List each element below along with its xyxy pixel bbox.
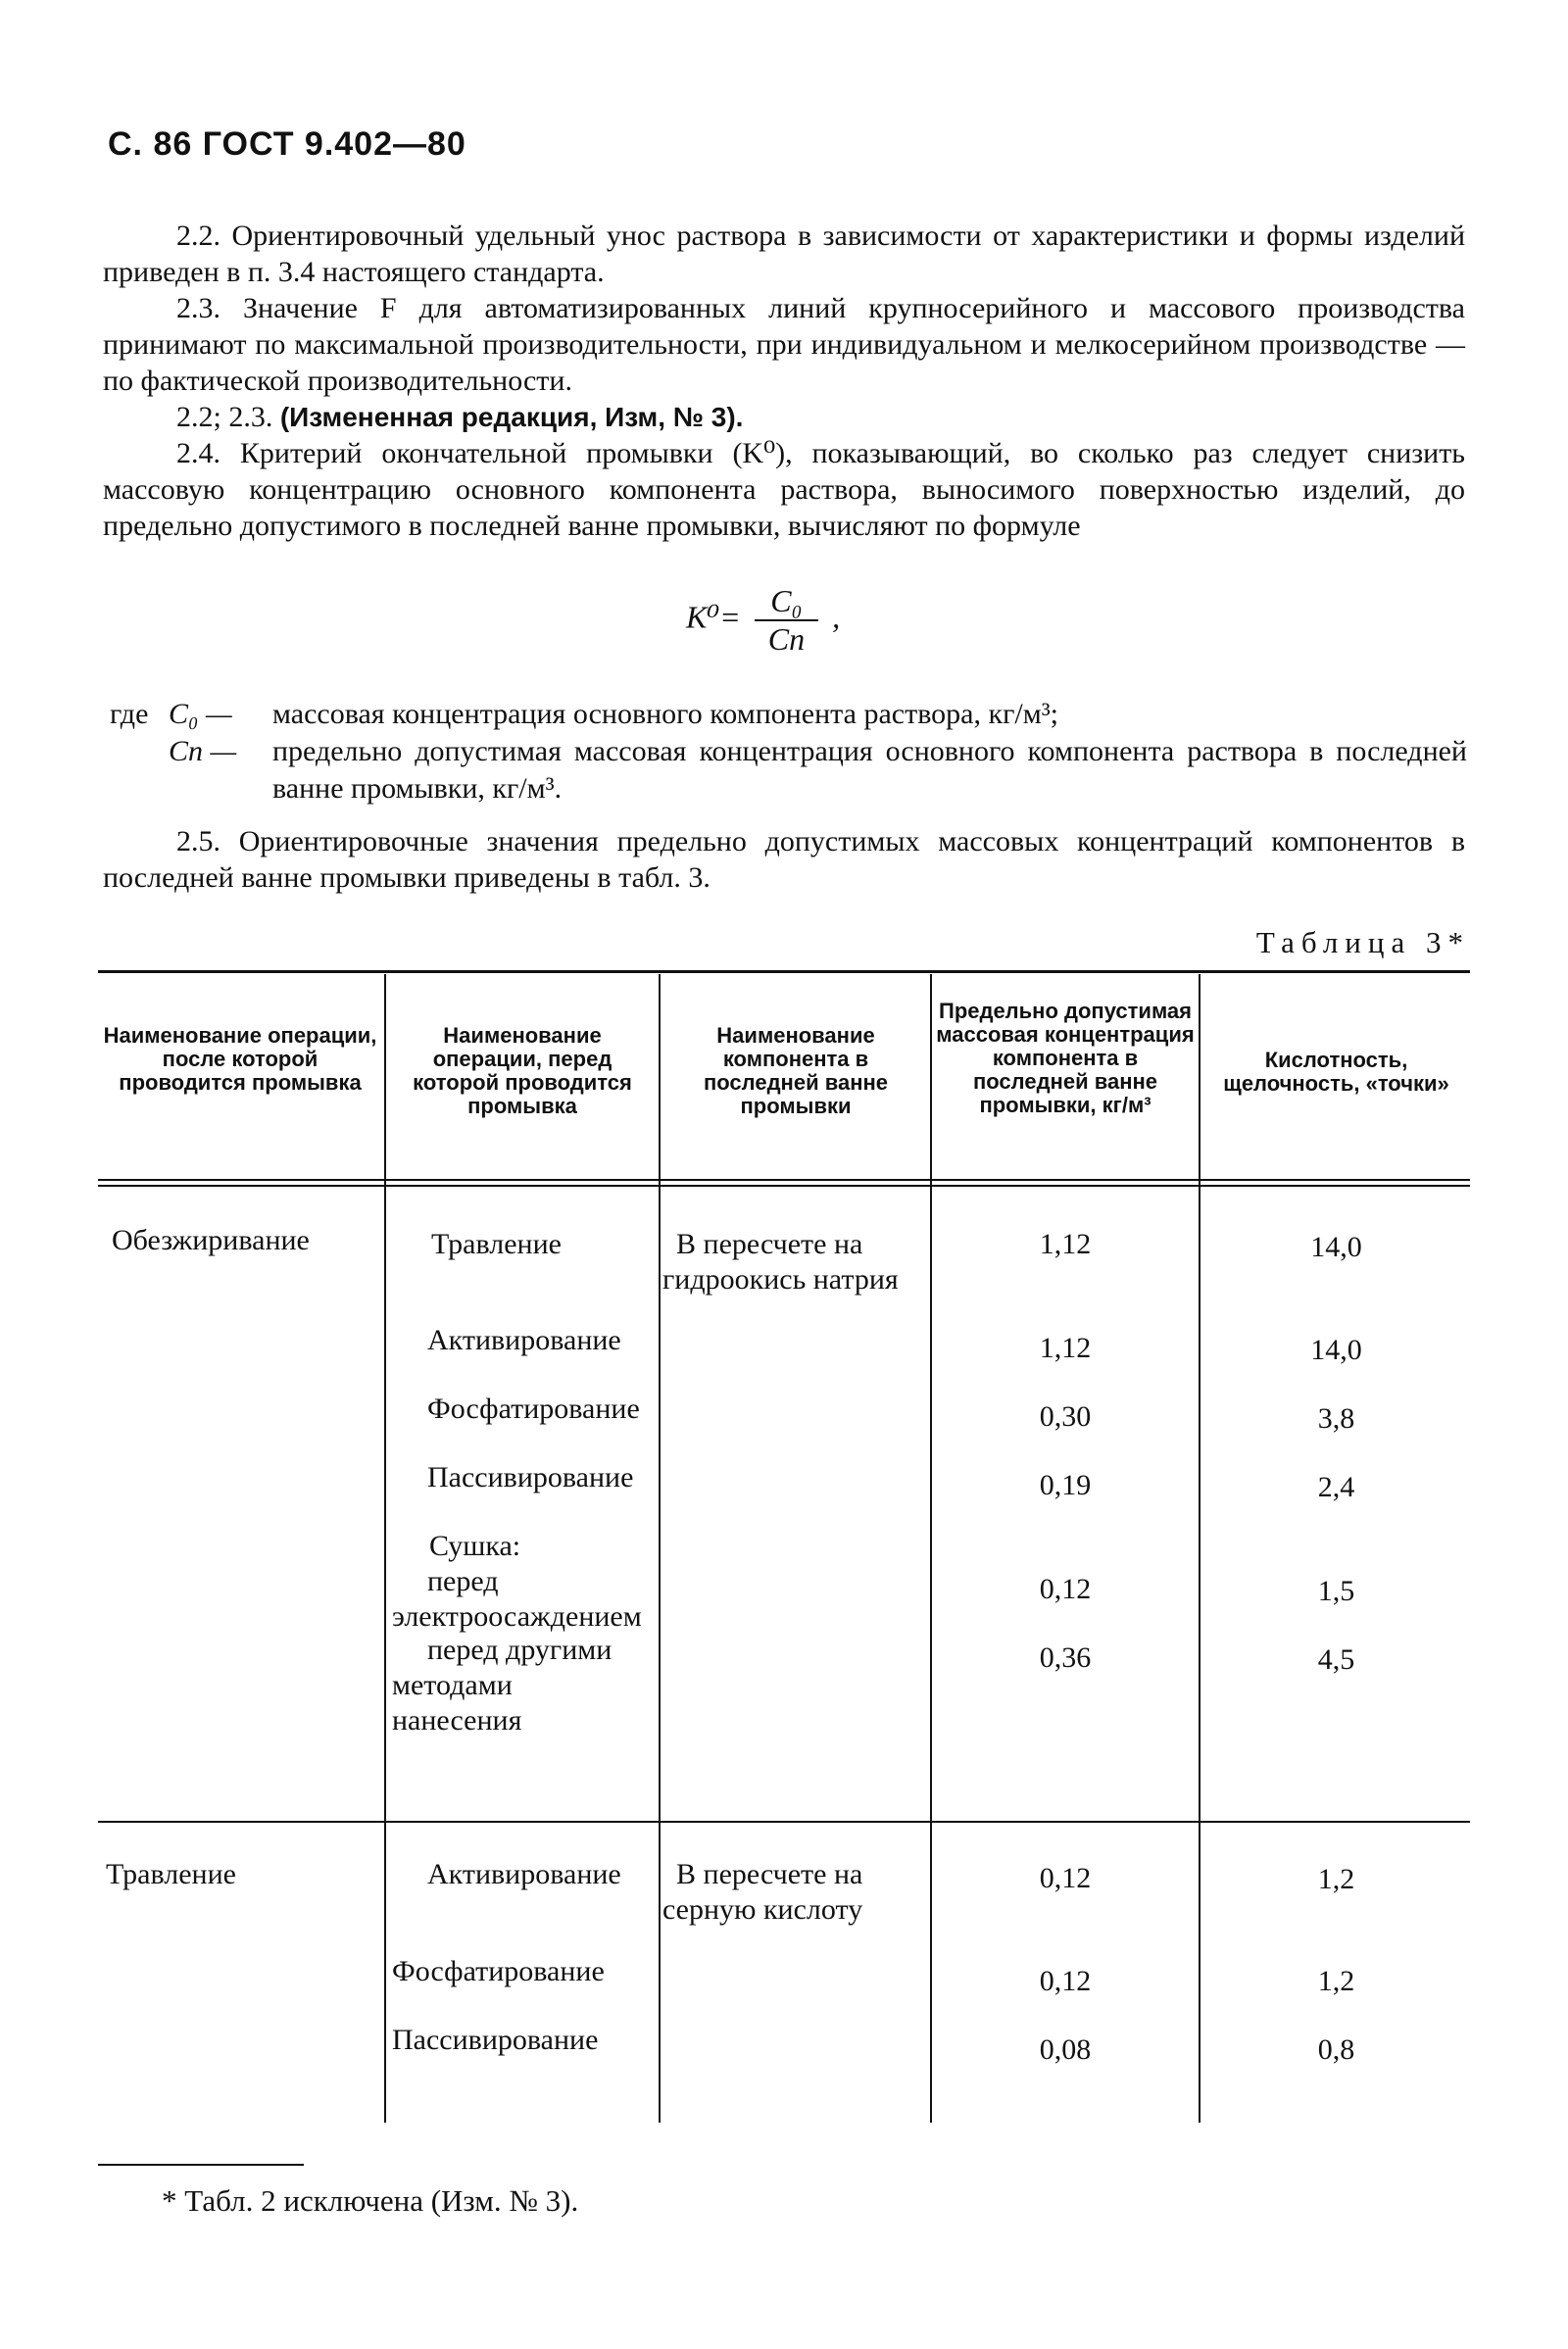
paragraph-2-4: 2.4. Критерий окончательной промывки (K⁰), показывающий, во сколько раз следует снизить массовую концентрацию основного компонента раствора, выносимого поверхностью изделий, до предельно допустимого в последней ванне промывки, вычисляют по формуле bbox=[103, 437, 1465, 542]
legend-cp-symbol: Cп — bbox=[169, 735, 237, 767]
header-acidity: Кислотность, щелочность, «точки» bbox=[1223, 1048, 1449, 1096]
column-rule-4 bbox=[1199, 974, 1200, 2123]
formula-fraction bbox=[755, 583, 818, 658]
legend-lead: где bbox=[110, 698, 149, 730]
changes-prefix: 2.2; 2.3. bbox=[176, 401, 280, 433]
header-component: Наименование компонента в последней ванне промывки bbox=[704, 1023, 888, 1118]
header-concentration: Предельно допустимая массовая концентрация компонента в последней ванне промывки, кг/м³ bbox=[936, 999, 1195, 1117]
group1-after-operation: Обезжиривание bbox=[112, 1224, 310, 1256]
table-caption: Таблица 3* bbox=[1255, 925, 1470, 959]
group1-acid-0: 14,0 bbox=[1310, 1231, 1362, 1263]
group2-before-0: Активирование bbox=[427, 1858, 621, 1890]
group2-conc-1: 0,12 bbox=[1039, 1965, 1092, 1997]
legend-cp bbox=[110, 733, 1467, 807]
group2-before-1: Фосфатирование bbox=[392, 1955, 605, 1987]
formula-tail: , bbox=[832, 599, 841, 635]
group1-acid-5: 1,5 bbox=[1317, 1575, 1355, 1607]
group2-acid-1: 1,2 bbox=[1317, 1965, 1355, 1997]
group1-component: В пересчете на гидроокись натрия bbox=[662, 1228, 899, 1296]
legend-c0-text: массовая концентрация основного компонента раствора, кг/м³; bbox=[272, 698, 1059, 730]
group1-before-4: Сушка: bbox=[429, 1530, 521, 1562]
body-text bbox=[103, 218, 1465, 544]
group1-before-2: Фосфатирование bbox=[427, 1393, 640, 1425]
column-rule-1 bbox=[384, 974, 386, 2123]
legend-c0-symbol: C₀ — bbox=[169, 698, 232, 730]
group1-before-3: Пассивирование bbox=[427, 1461, 634, 1493]
table-top-rule bbox=[98, 970, 1470, 973]
group2-conc-0: 0,12 bbox=[1039, 1862, 1092, 1894]
group1-before-5: перед электроосаждением bbox=[392, 1565, 642, 1633]
group-separator bbox=[98, 1821, 1470, 1823]
group1-conc-1: 1,12 bbox=[1039, 1332, 1092, 1364]
paragraph-changes bbox=[103, 399, 1465, 435]
formula-numerator: C₀ bbox=[755, 583, 818, 621]
group1-acid-2: 3,8 bbox=[1317, 1402, 1355, 1435]
group1-acid-1: 14,0 bbox=[1310, 1334, 1362, 1366]
group1-conc-3: 0,19 bbox=[1039, 1469, 1092, 1501]
header-after-operation: Наименование операции, после которой проводится промывка bbox=[103, 1023, 377, 1095]
legend-c0 bbox=[110, 696, 1467, 733]
group1-conc-5: 0,12 bbox=[1039, 1573, 1092, 1605]
paragraph-2-2: 2.2. Ориентировочный удельный унос раствора в зависимости от характеристики и формы изделий приведен в п. 3.4 настоящего стандарта. bbox=[103, 220, 1465, 288]
group1-before-6: перед другими методами нанесения bbox=[392, 1634, 612, 1737]
group2-acid-2: 0,8 bbox=[1317, 2033, 1355, 2066]
group2-component: В пересчете на серную кислоту bbox=[662, 1858, 863, 1926]
group1-acid-6: 4,5 bbox=[1317, 1643, 1355, 1676]
header-before-operation: Наименование операции, перед которой проводится промывка bbox=[413, 1023, 632, 1118]
group2-acid-0: 1,2 bbox=[1317, 1863, 1355, 1895]
formula-denominator: Cп bbox=[767, 621, 806, 657]
paragraph-2-3: 2.3. Значение F для автоматизированных линий крупносерийного и массового производства принимают по максимальной производительности, при индивидуальном и мелкосерийном производстве — по фактической производительности. bbox=[103, 292, 1465, 397]
footnote: * Табл. 2 исключена (Изм. № 3). bbox=[162, 2183, 579, 2218]
legend-cp-text: предельно допустимая массовая концентрация основного компонента раствора в последней ванне промывки, кг/м³. bbox=[272, 735, 1467, 805]
paragraph-2-5: 2.5. Ориентировочные значения предельно допустимых массовых концентраций компонентов в последней ванне промывки приведены в табл. 3. bbox=[103, 825, 1465, 894]
group1-before-1: Активирование bbox=[427, 1324, 621, 1356]
group1-conc-0: 1,12 bbox=[1039, 1228, 1092, 1260]
group1-acid-3: 2,4 bbox=[1317, 1471, 1355, 1503]
page-header: С. 86 ГОСТ 9.402—80 bbox=[108, 125, 466, 163]
group1-conc-6: 0,36 bbox=[1039, 1641, 1092, 1674]
header-bottom-rule-2 bbox=[98, 1185, 1470, 1187]
changes-note: (Измененная редакция, Изм, № 3). bbox=[279, 402, 744, 432]
group2-before-2: Пассивирование bbox=[392, 2024, 599, 2056]
formula-k0 bbox=[686, 583, 840, 658]
group2-conc-2: 0,08 bbox=[1039, 2033, 1092, 2066]
paragraph-2-5-block bbox=[103, 823, 1465, 896]
table-3 bbox=[98, 970, 1470, 2127]
column-rule-3 bbox=[930, 974, 932, 2123]
header-bottom-rule bbox=[98, 1179, 1470, 1181]
group2-after-operation: Травление bbox=[106, 1858, 236, 1890]
formula-lhs: K⁰= bbox=[686, 599, 741, 635]
formula-legend bbox=[110, 696, 1467, 807]
footnote-rule bbox=[98, 2164, 304, 2166]
group1-before-0: Травление bbox=[431, 1228, 562, 1260]
group1-conc-2: 0,30 bbox=[1039, 1400, 1092, 1433]
column-rule-2 bbox=[659, 974, 661, 2123]
